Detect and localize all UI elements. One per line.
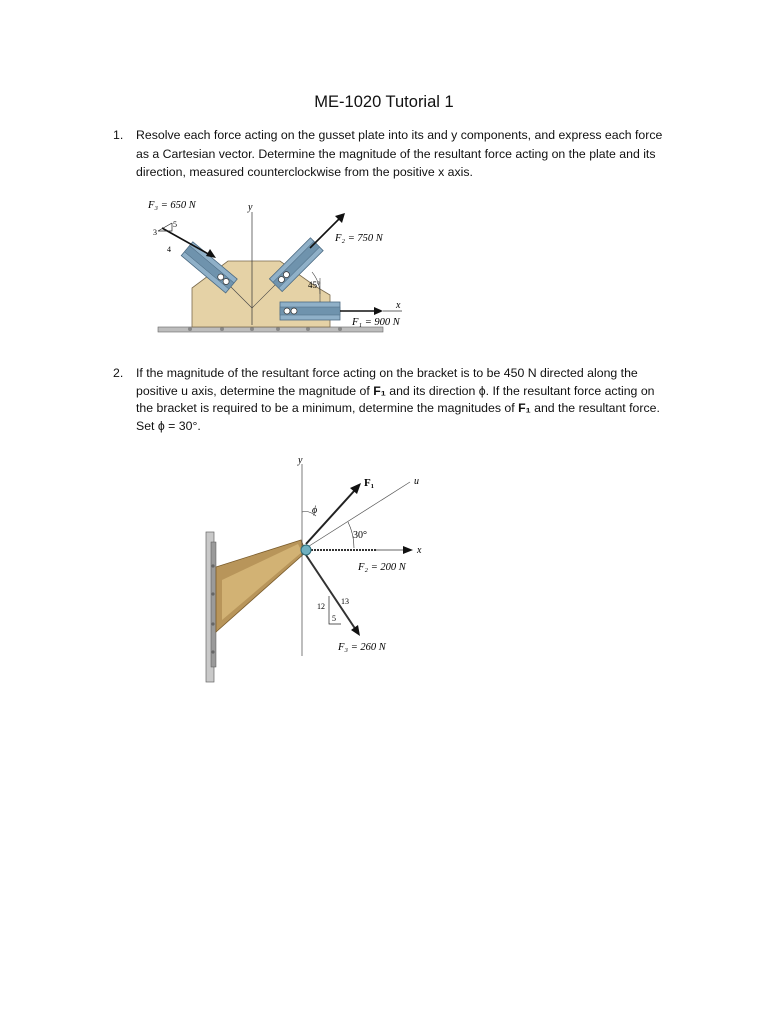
phi-label: ϕ <box>312 505 318 516</box>
triangle-3-label: 3 <box>153 228 157 237</box>
f1-label: F₁ <box>364 477 375 489</box>
y-axis-label: y <box>298 455 303 466</box>
figure-1-gusset-plate <box>140 198 420 340</box>
f3-arrow <box>304 552 356 630</box>
question-1-text: Resolve each force acting on the gusset plate into its and y components, and express each force as a Cartesian vector. Determine the magnitude of the resultant force acting on the plate and its direction, measured counterclockwise from the positive x axis. <box>136 128 663 180</box>
x-axis-label: x <box>396 300 401 311</box>
f1-arrow <box>306 490 355 544</box>
triangle-5-label: 5 <box>332 614 336 623</box>
figure-2-bracket <box>198 452 438 688</box>
f1-bold: F₁ <box>518 401 531 415</box>
u-axis-label: u <box>414 476 419 487</box>
triangle-13-label: 13 <box>341 597 349 606</box>
f1-arrowhead <box>374 307 383 315</box>
f3-label: F₃ = 650 N <box>148 200 196 211</box>
f3-arrowhead <box>351 625 360 636</box>
f3-label: F₃ = 260 N <box>338 642 386 653</box>
question-2 <box>113 365 673 435</box>
f1-label: F₁ = 900 N <box>352 317 400 328</box>
page-title: ME-1020 Tutorial 1 <box>314 93 454 111</box>
question-2-number: 2. <box>113 366 124 380</box>
x-axis-label: x <box>417 545 422 556</box>
question-1 <box>113 126 673 182</box>
f2-label: F₂ = 200 N <box>358 562 406 573</box>
angle-30-label: 30° <box>353 530 367 541</box>
angle-45-label: 45° <box>308 280 321 290</box>
question-1-number: 1. <box>113 128 124 142</box>
f2-label: F₂ = 750 N <box>335 233 383 244</box>
f1-bold: F₁ <box>373 383 386 398</box>
triangle-5-label: 5 <box>173 220 177 229</box>
horizontal-member <box>280 302 340 320</box>
triangle-4-label: 4 <box>167 245 171 254</box>
y-axis-label: y <box>248 202 253 213</box>
question-2-text: If the magnitude of the resultant force acting on the bracket is to be 450 N directed along the positive u axis, determine the magnitude of F₁ and its direction ϕ. If the resultant force acting on the bracket is required to be a minimum, determine the magnitudes of F₁ and the resultant force. Set ϕ = 30°. <box>136 366 660 433</box>
triangle-12-label: 12 <box>317 602 325 611</box>
pin-connection <box>301 545 311 555</box>
x-arrowhead <box>403 546 413 554</box>
